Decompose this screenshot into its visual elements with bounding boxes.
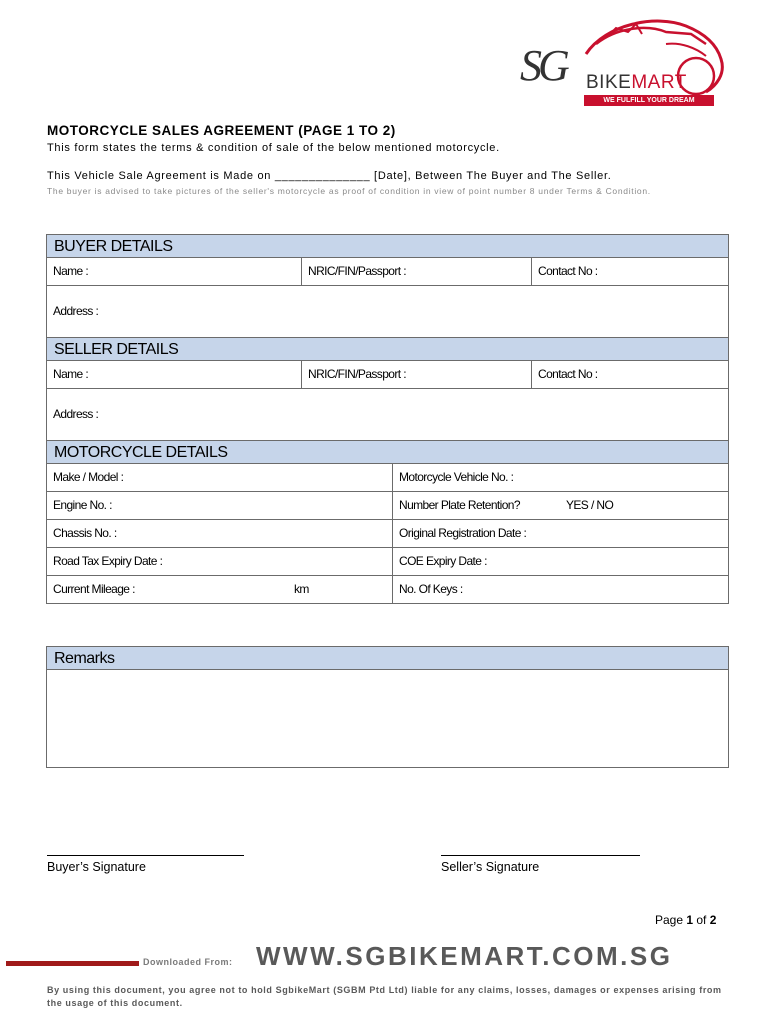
seller-nric-field[interactable]: NRIC/FIN/Passport : (302, 361, 532, 388)
footer-disclaimer: By using this document, you agree not to hold SgbikeMart (SGBM Ptd Ltd) liable for any claims, losses, damages or expenses arising from the usage of this document. (47, 985, 722, 1008)
intro-text: This form states the terms & condition of sale of the below mentioned motorcycle. (47, 142, 500, 154)
buyer-address-field[interactable]: Address : (53, 304, 99, 318)
logo-tagline: WE FULFILL YOUR DREAM (584, 95, 714, 106)
seller-address-field[interactable]: Address : (53, 407, 99, 421)
seller-signature-label: Seller’s Signature (441, 860, 540, 874)
buyer-signature-label: Buyer’s Signature (47, 860, 146, 874)
yes-no-option[interactable]: YES / NO (566, 498, 614, 512)
vehicle-no-field[interactable]: Motorcycle Vehicle No. : (399, 470, 514, 484)
buyer-section-header: BUYER DETAILS (47, 235, 728, 257)
plate-retention-label: Number Plate Retention? (399, 498, 520, 512)
page-number: Page 1 of 2 (655, 913, 717, 927)
mileage-field[interactable] (47, 576, 393, 603)
downloaded-from-label: Downloaded From: (143, 957, 233, 967)
make-model-field[interactable]: Make / Model : (47, 464, 393, 491)
motorcycle-section-header: MOTORCYCLE DETAILS (47, 440, 728, 463)
photo-advice-note: The buyer is advised to take pictures of the seller's motorcycle as proof of condition in view of point number 8 under Terms & Condition. (47, 186, 651, 196)
footer-red-bar (6, 961, 139, 966)
mileage-label: Current Mileage : (53, 582, 135, 596)
buyer-nric-field[interactable]: NRIC/FIN/Passport : (302, 258, 532, 285)
buyer-contact-field[interactable]: Contact No : (538, 264, 598, 278)
chassis-no-field[interactable]: Chassis No. : (47, 520, 393, 547)
logo-wordmark: BIKEMART (586, 72, 687, 93)
seller-signature-line[interactable] (441, 855, 640, 856)
remarks-header: Remarks (47, 647, 728, 670)
plate-retention-field[interactable] (393, 492, 728, 519)
road-tax-expiry-field[interactable]: Road Tax Expiry Date : (47, 548, 393, 575)
orig-reg-date-field[interactable]: Original Registration Date : (399, 526, 527, 540)
details-form (46, 234, 729, 604)
seller-contact-field[interactable]: Contact No : (538, 367, 598, 381)
keys-field[interactable]: No. Of Keys : (399, 582, 463, 596)
km-unit: km (294, 582, 309, 596)
seller-name-field[interactable]: Name : (47, 361, 302, 388)
buyer-signature-line[interactable] (47, 855, 244, 856)
page-title: MOTORCYCLE SALES AGREEMENT (PAGE 1 TO 2) (47, 123, 396, 138)
website-link[interactable]: WWW.SGBIKEMART.COM.SG (256, 941, 673, 971)
logo-sg-text: SG (520, 41, 566, 90)
coe-expiry-field[interactable]: COE Expiry Date : (399, 554, 487, 568)
agreement-date-line: This Vehicle Sale Agreement is Made on ______________ [Date], Between The Buyer and The Seller. (47, 170, 612, 182)
engine-no-field[interactable]: Engine No. : (47, 492, 393, 519)
remarks-box[interactable] (46, 646, 729, 768)
seller-section-header: SELLER DETAILS (47, 337, 728, 360)
buyer-name-field[interactable]: Name : (47, 258, 302, 285)
